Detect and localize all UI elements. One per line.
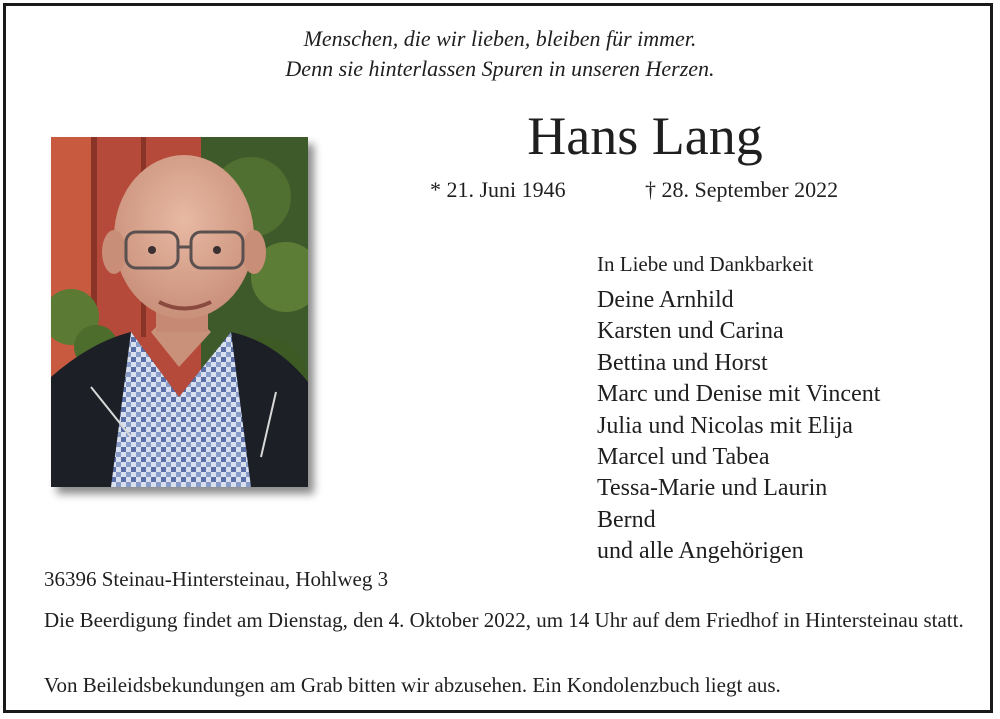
memorial-quote	[0, 24, 1000, 84]
birth-date: * 21. Juni 1946	[430, 177, 566, 202]
funeral-notice: Die Beerdigung findet am Dienstag, den 4. Oktober 2022, um 14 Uhr auf dem Friedhof in Hintersteinau statt.	[44, 608, 964, 632]
list-item: Deine Arnhild	[597, 287, 734, 313]
quote-line-1: Menschen, die wir lieben, bleiben für immer.	[303, 26, 697, 51]
mourners-list	[597, 285, 880, 568]
portrait-photo	[51, 137, 308, 487]
list-item: Marc und Denise mit Vincent	[597, 381, 881, 408]
list-item: Marcel und Tabea	[597, 444, 770, 471]
mourning-intro: In Liebe und Dankbarkeit	[597, 252, 814, 276]
list-item: Karsten und Carina	[597, 318, 784, 345]
deceased-name: Hans Lang	[527, 106, 763, 166]
quote-line-2: Denn sie hinterlassen Spuren in unseren Herzen.	[285, 56, 715, 81]
list-item: Bettina und Horst	[597, 349, 768, 376]
condolence-notice: Von Beileidsbekundungen am Grab bitten wir abzusehen. Ein Kondolenzbuch liegt aus.	[44, 673, 781, 697]
portrait-photo-icon	[51, 137, 308, 487]
list-item: Julia und Nicolas mit Elija	[597, 412, 853, 439]
family-address: 36396 Steinau-Hintersteinau, Hohlweg 3	[44, 567, 389, 591]
death-date: † 28. September 2022	[645, 177, 839, 202]
list-item: und alle Angehörigen	[597, 538, 804, 565]
list-item: Tessa-Marie und Laurin	[597, 475, 828, 502]
list-item: Bernd	[597, 506, 656, 533]
